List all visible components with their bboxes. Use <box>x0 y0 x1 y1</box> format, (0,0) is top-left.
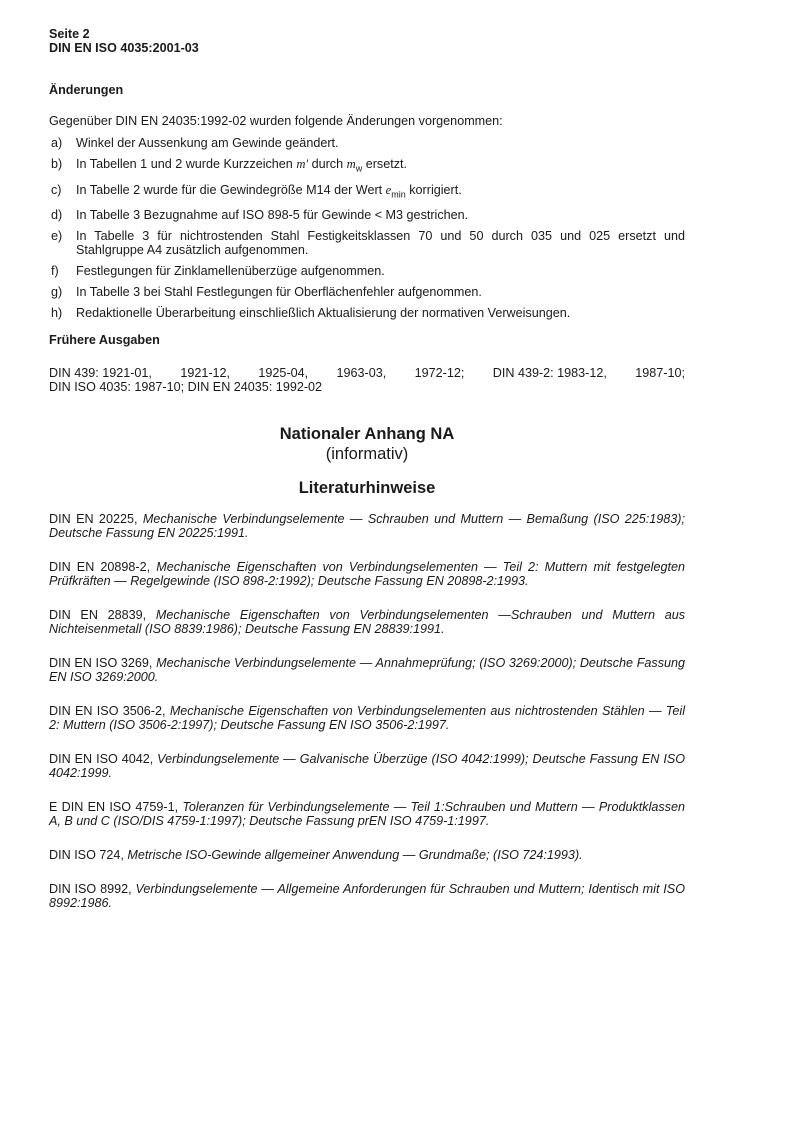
list-item: a) Winkel der Aussenkung am Gewinde geändert. <box>51 136 339 150</box>
changes-heading: Änderungen <box>49 83 124 97</box>
annex-title: Nationaler Anhang NA <box>279 425 455 444</box>
list-item: DIN EN ISO 3506-2, Mechanische Eigenschaften von Verbindungselementen aus nichtrostenden Stählen — Teil 2: Muttern (ISO 3506-2:1997); Deutsche Fassung EN ISO 3506-2:1997. <box>49 704 685 733</box>
editions-line-2: DIN ISO 4035: 1987-10; DIN EN 24035: 1992-02 <box>49 380 323 395</box>
page-number: Seite 2 <box>49 27 90 41</box>
list-item: DIN EN 20898-2, Mechanische Eigenschaften von Verbindungselementen — Teil 2: Muttern mit festgelegten Prüfkräften — Regelgewinde (ISO 898-2:1992); Deutsche Fassung EN 20898-2:1993. <box>49 560 685 589</box>
page-header <box>49 27 685 55</box>
list-item: f) Festlegungen für Zinklamellenüberzüge aufgenommen. <box>51 264 385 279</box>
symbol-e: e <box>385 182 392 197</box>
list-item: DIN EN 20225, Mechanische Verbindungselemente — Schrauben und Muttern — Bemaßung (ISO 225:1983); Deutsche Fassung EN 20225:1991. <box>49 512 686 541</box>
standard-number: DIN EN ISO 4035:2001-03 <box>49 41 199 55</box>
symbol-m: m <box>346 157 356 171</box>
list-item: DIN ISO 724, Metrische ISO-Gewinde allgemeiner Anwendung — Grundmaße; (ISO 724:1993). <box>49 848 583 863</box>
annex-subtitle: (informativ) <box>325 445 409 464</box>
list-item: c) In Tabelle 2 wurde für die Gewindegröße M14 der Wert $e_{min}$ korrigiert. <box>51 182 462 200</box>
national-annex <box>49 424 685 464</box>
list-item: DIN EN 28839, Mechanische Eigenschaften von Verbindungselementen —Schrauben und Muttern aus Nichteisenmetall (ISO 8839:1986); Deutsche Fassung EN 28839:1991. <box>49 608 685 637</box>
list-item: DIN EN ISO 4042, Verbindungselemente — Galvanische Überzüge (ISO 4042:1999); Deutsche Fassung EN ISO 4042:1999. <box>49 752 686 781</box>
bibliography-list <box>49 512 685 910</box>
changes-list <box>49 136 685 320</box>
list-item: DIN ISO 8992, Verbindungselemente — Allgemeine Anforderungen für Schrauben und Muttern; Identisch mit ISO 8992:1986. <box>49 882 685 911</box>
list-item: h) Redaktionelle Überarbeitung einschließlich Aktualisierung der normativen Verweisungen. <box>51 306 571 321</box>
earlier-editions-heading: Frühere Ausgaben <box>49 333 160 348</box>
bibliography-heading: Literaturhinweise <box>298 479 436 498</box>
list-item: g) In Tabelle 3 bei Stahl Festlegungen für Oberflächenfehler aufgenommen. <box>51 285 482 300</box>
earlier-editions <box>49 366 685 394</box>
list-item: E DIN EN ISO 4759-1, Toleranzen für Verbindungselemente — Teil 1:Schrauben und Muttern — Produktklassen A, B und C (ISO/DIS 4759-1:1997); Deutsche Fassung prEN ISO 4759-1:1997. <box>49 800 685 829</box>
list-item: d) In Tabelle 3 Bezugnahme auf ISO 898-5 für Gewinde < M3 gestrichen. <box>51 208 469 223</box>
document-page <box>49 27 685 930</box>
list-item: e) In Tabelle 3 für nichtrostenden Stahl Festigkeitsklassen 70 und 50 durch 035 und 025 ersetzt und Stahlgruppe A4 zusätzlich aufgenommen. <box>51 229 685 258</box>
editions-line-1: DIN 439: 1921-01, 1921-12, 1925-04, 1963-03, 1972-12; DIN 439-2: 1983-12, 1987-10; <box>49 366 685 381</box>
list-item: DIN EN ISO 3269, Mechanische Verbindungselemente — Annahmeprüfung; (ISO 3269:2000); Deutsche Fassung EN ISO 3269:2000. <box>49 656 686 685</box>
symbol-m-prime: m' <box>296 157 309 171</box>
changes-intro: Gegenüber DIN EN 24035:1992-02 wurden folgende Änderungen vorgenommen: <box>49 114 503 128</box>
list-item: b) In Tabellen 1 und 2 wurde Kurzzeichen m' durch $m_w$ ersetzt. <box>51 157 408 174</box>
